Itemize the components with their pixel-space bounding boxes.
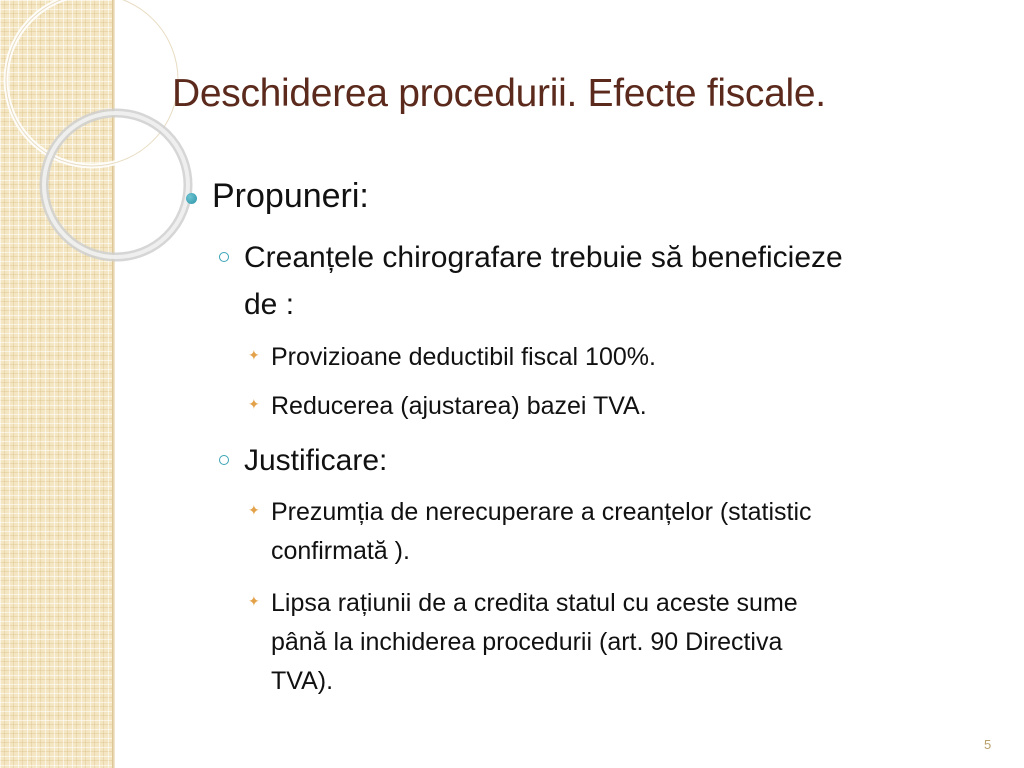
bullet-star-icon: ✦ <box>248 593 260 609</box>
bullet-star-icon: ✦ <box>248 347 260 363</box>
bullet-creante: Creanțele chirografare trebuie să beneficieze <box>244 241 843 274</box>
bullet-reducerea: Reducerea (ajustarea) bazei TVA. <box>271 392 647 420</box>
bullet-star-icon: ✦ <box>248 502 260 518</box>
bullet-lipsa-cont2: TVA). <box>271 667 334 695</box>
bullet-lipsa: Lipsa rațiunii de a credita statul cu aceste sume <box>271 589 798 617</box>
bullet-prezumtia: Prezumția de nerecuperare a creanțelor (statistic <box>271 498 812 526</box>
bullet-dot-icon <box>186 193 197 204</box>
bullet-justificare: Justificare: <box>244 444 388 477</box>
slide-title: Deschiderea procedurii. Efecte fiscale. <box>172 72 826 115</box>
bullet-creante-cont: de : <box>244 288 295 321</box>
bullet-propuneri: Propuneri: <box>212 177 369 215</box>
bullet-prezumtia-cont: confirmată ). <box>271 537 410 565</box>
bullet-lipsa-cont: până la inchiderea procedurii (art. 90 Directiva <box>271 628 783 656</box>
bullet-ring-icon <box>219 455 229 465</box>
bullet-star-icon: ✦ <box>248 396 260 412</box>
bullet-provizioane: Provizioane deductibil fiscal 100%. <box>271 343 656 371</box>
bullet-ring-icon <box>219 252 229 262</box>
page-number: 5 <box>984 737 992 752</box>
